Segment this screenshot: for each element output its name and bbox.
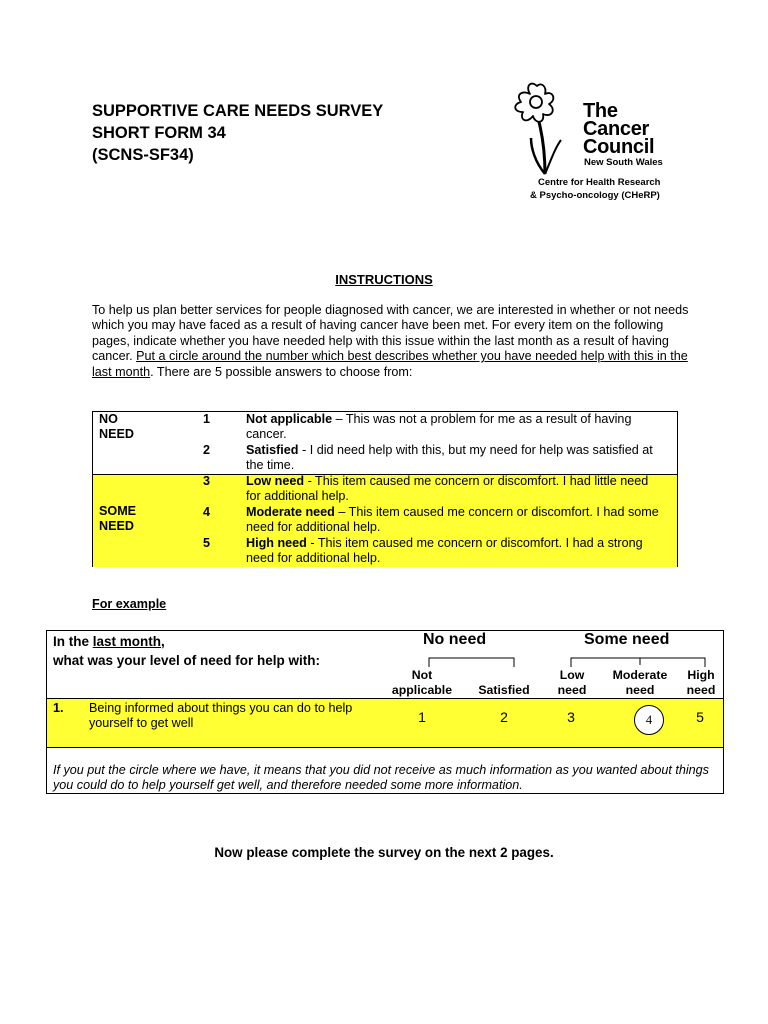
group-no-need: No need — [423, 631, 487, 648]
answer-option[interactable]: 1 — [418, 709, 426, 725]
scale-option-text — [246, 443, 666, 474]
group-brackets — [47, 631, 723, 671]
scale-option-text — [246, 412, 666, 443]
no-need-label — [99, 412, 134, 443]
col-header-line-2: need — [686, 682, 716, 697]
col-header-line-1 — [467, 668, 541, 683]
scale-option-number: 4 — [203, 505, 211, 519]
question-suffix: , — [161, 634, 165, 649]
col-moderate-need — [605, 668, 675, 697]
question-prefix: In the — [53, 634, 93, 649]
scale-option-text — [246, 505, 666, 536]
logo-centre-line-1: Centre for Health Research — [538, 177, 661, 188]
col-header-line-1: Not — [411, 668, 433, 682]
bracket-no-need — [429, 658, 514, 667]
scale-option-number: 1 — [203, 412, 211, 426]
question-last-month: last month — [92, 634, 162, 649]
instructions-heading: INSTRUCTIONS — [335, 272, 433, 287]
scale-option-desc: - This item caused me concern or discomfort. I had a strong need for additional help. — [246, 536, 643, 566]
some-need-label-line-2: NEED — [99, 519, 134, 534]
scale-option-desc: - I did need help with this, but my need for help was satisfied at the time. — [246, 443, 653, 473]
response-scale-table — [92, 411, 678, 567]
final-instruction: Now please complete the survey on the next 2 pages. — [214, 845, 554, 860]
some-need-label-line-1: SOME — [99, 504, 137, 518]
col-header-line-1: High — [687, 668, 715, 682]
scale-option-number: 2 — [203, 443, 211, 457]
col-header-line-1: Moderate — [612, 668, 668, 682]
col-header-line-2: need — [557, 682, 587, 697]
logo-centre — [530, 176, 660, 202]
col-low-need — [547, 668, 597, 697]
col-header-line-2: need — [625, 682, 655, 697]
logo-name-line-3: Council — [583, 136, 655, 158]
scale-option-label: Low need — [246, 474, 305, 488]
no-need-label-line-2: NEED — [99, 427, 134, 442]
answer-option[interactable]: 3 — [567, 709, 575, 725]
scale-option-text — [246, 474, 666, 505]
scale-option-number: 5 — [203, 536, 211, 550]
example-note: If you put the circle where we have, it means that you did not receive as much information as you wanted about things you could do to help yourself get well, and therefore needed some more information. — [53, 763, 709, 793]
instructions-text-underlined: Put a circle around the number which best describes whether you have needed help with this in the last month — [92, 349, 688, 379]
scale-option-number: 3 — [203, 474, 211, 488]
example-heading: For example — [92, 597, 167, 611]
logo-region: New South Wales — [584, 157, 663, 168]
col-high-need — [679, 668, 723, 697]
scale-option-label: Moderate need — [246, 505, 335, 519]
some-need-label — [99, 504, 136, 535]
title-line-1: SUPPORTIVE CARE NEEDS SURVEY — [92, 102, 384, 120]
example-box — [46, 630, 724, 794]
logo-centre-line-2: & Psycho-oncology (CHeRP) — [530, 190, 660, 201]
scale-option-label: Not applicable — [246, 412, 333, 426]
no-need-label-line-1: NO — [99, 412, 118, 426]
col-not-applicable — [387, 668, 457, 697]
answer-option[interactable]: 5 — [696, 709, 704, 725]
scale-option-desc: – This was not a problem for me as a result of having cancer. — [246, 412, 632, 442]
logo-name — [583, 102, 654, 156]
item-number: 1. — [53, 701, 64, 715]
item-text: Being informed about things you can do to help yourself to get well — [89, 701, 353, 731]
daffodil-icon — [505, 78, 585, 178]
instructions-text — [92, 303, 692, 380]
col-header-line-1: Low — [559, 668, 585, 682]
scale-option-desc: – This item caused me concern or discomfort. I had some need for additional help. — [246, 505, 659, 535]
answer-option[interactable]: 2 — [500, 709, 508, 725]
scale-option-label: High need — [246, 536, 307, 550]
survey-title — [92, 100, 383, 166]
title-line-3: (SCNS-SF34) — [92, 146, 194, 164]
question-line-2: what was your level of need for help with: — [53, 653, 321, 668]
scale-option-text — [246, 536, 666, 567]
instructions-text-plain: To help us plan better services for people diagnosed with cancer, we are interested in whether or not needs which you may have faced as a result of having cancer have been met. For every item on the following pages, indicate whether you have needed help with this issue within the last month as a result of having cancer. — [92, 303, 689, 364]
cancer-council-logo — [505, 78, 685, 206]
scale-option-desc: - This item caused me concern or discomfort. I had little need for additional help. — [246, 474, 649, 504]
title-line-2: SHORT FORM 34 — [92, 124, 226, 142]
logo-name-line-2: Cancer — [583, 118, 650, 140]
bracket-some-need — [571, 658, 705, 667]
scale-option-label: Satisfied — [246, 443, 299, 457]
col-header-line-2: Satisfied — [478, 682, 530, 697]
answer-option-circled[interactable]: 4 — [634, 705, 664, 735]
example-item-row — [47, 698, 723, 748]
group-some-need: Some need — [584, 631, 670, 648]
logo-name-line-1: The — [583, 100, 618, 122]
instructions-text-end: . There are 5 possible answers to choose from: — [150, 364, 413, 379]
col-satisfied — [467, 668, 541, 697]
col-header-line-2: applicable — [391, 682, 453, 697]
